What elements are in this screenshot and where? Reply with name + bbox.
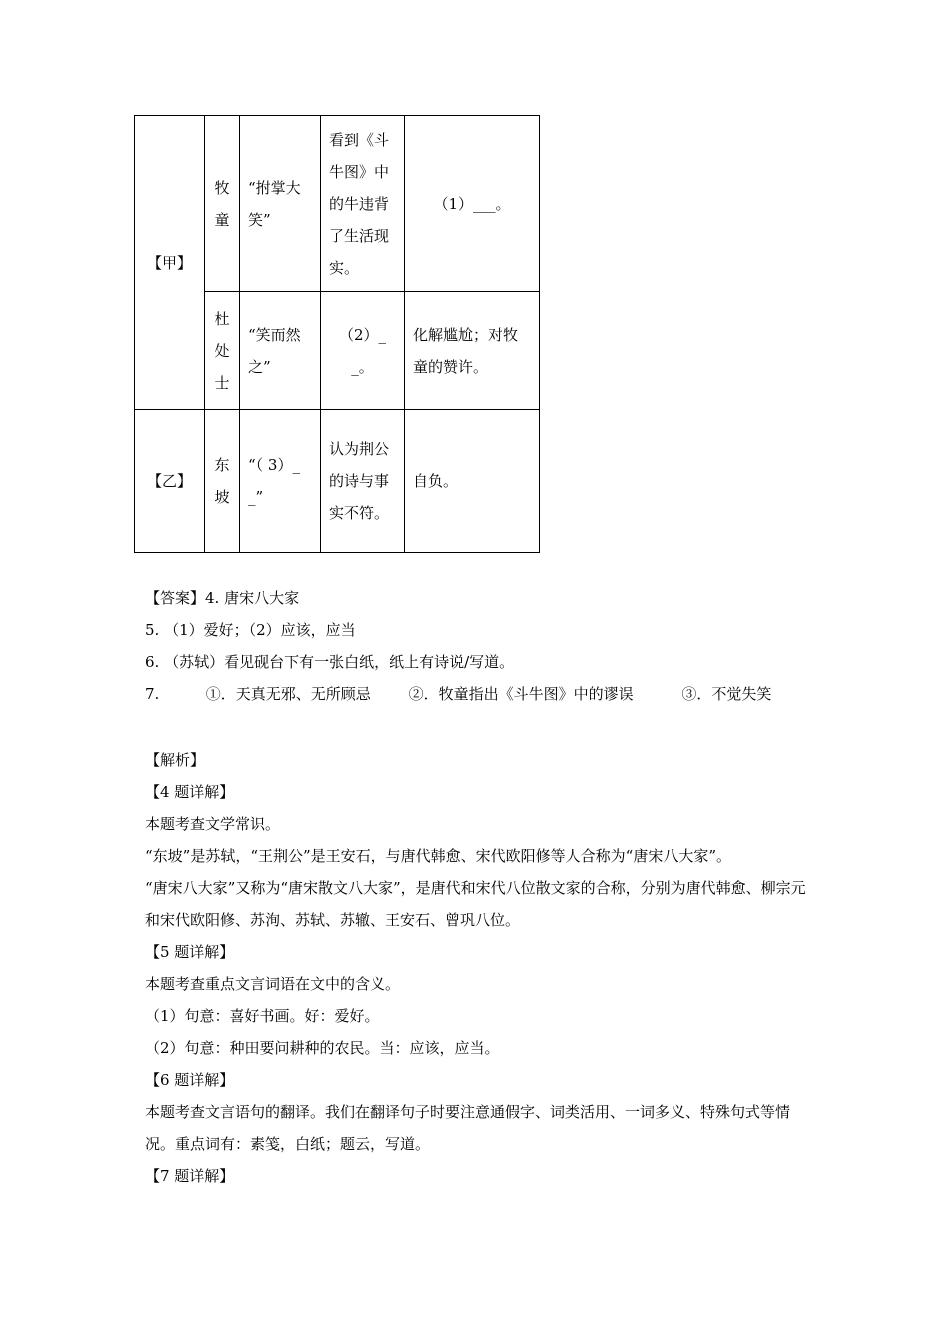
content-cell: （2）__。 <box>321 292 405 410</box>
q6-paragraph: 本题考查文言语句的翻译。我们在翻译句子时要注意通假字、词类活用、一词多义、特殊句式等情况。重点词有：素笺，白纸；题云，写道。 <box>145 1103 791 1153</box>
answer-heading: 【答案】4. 唐宋八大家 <box>145 589 300 607</box>
table-row <box>135 116 540 292</box>
comment-cell: 化解尴尬；对牧童的赞许。 <box>405 292 540 410</box>
content-cell: 看到《斗牛图》中的牛违背了生活现实。 <box>321 116 405 292</box>
comment-cell: （1）___。 <box>405 116 540 292</box>
q4-title: 【4 题详解】 <box>145 783 235 801</box>
group-label-yi: 【乙】 <box>135 410 205 553</box>
role-cell: 牧童 <box>205 116 240 292</box>
role-cell: 东坡 <box>205 410 240 553</box>
q4-paragraph: “唐宋八大家”又称为“唐宋散文八大家”，是唐代和宋代八位散文家的合称，分别为唐代韩愈、柳宗元和宋代欧阳修、苏洵、苏轼、苏辙、王安石、曾巩八位。 <box>145 879 806 929</box>
analysis-section <box>145 744 810 1192</box>
content-cell: 认为荆公的诗与事实不符。 <box>321 410 405 553</box>
group-label-jia: 【甲】 <box>135 116 205 410</box>
q5-paragraph: 本题考查重点文言词语在文中的含义。 <box>145 975 401 993</box>
quote-cell: “拊掌大笑” <box>240 116 321 292</box>
q5-title: 【5 题详解】 <box>145 943 235 961</box>
q4-paragraph: 本题考查文学常识。 <box>145 815 281 833</box>
q4-paragraph: “东坡”是苏轼，“王荆公”是王安石，与唐代韩愈、宋代欧阳修等人合称为“唐宋八大家”。 <box>145 847 732 865</box>
quote-cell: “笑而然之” <box>240 292 321 410</box>
analysis-heading: 【解析】 <box>145 751 206 769</box>
answer-section <box>145 582 810 710</box>
answer-q5: 5. （1）爱好；（2）应该，应当 <box>145 621 356 639</box>
q6-title: 【6 题详解】 <box>145 1071 235 1089</box>
answer-q6: 6. （苏轼）看见砚台下有一张白纸，纸上有诗说/写道。 <box>145 653 515 671</box>
table-row <box>135 410 540 553</box>
q7-title: 【7 题详解】 <box>145 1167 235 1185</box>
comparison-table <box>134 115 540 553</box>
answer-q7-b: ②．牧童指出《斗牛图》中的谬误 <box>408 685 634 703</box>
q5-paragraph: （1）句意：喜好书画。好：爱好。 <box>145 1007 380 1025</box>
role-cell: 杜处士 <box>205 292 240 410</box>
answer-q7 <box>145 678 810 710</box>
answer-q7-c: ③．不觉失笑 <box>681 685 772 703</box>
quote-cell: “（ 3）__” <box>240 410 321 553</box>
comment-cell: 自负。 <box>405 410 540 553</box>
answer-q7-a: ①．天真无邪、无所顾忌 <box>205 685 371 703</box>
q5-paragraph: （2）句意：种田要问耕种的农民。当：应该，应当。 <box>145 1039 500 1057</box>
answer-q7-number: 7. <box>145 685 160 703</box>
